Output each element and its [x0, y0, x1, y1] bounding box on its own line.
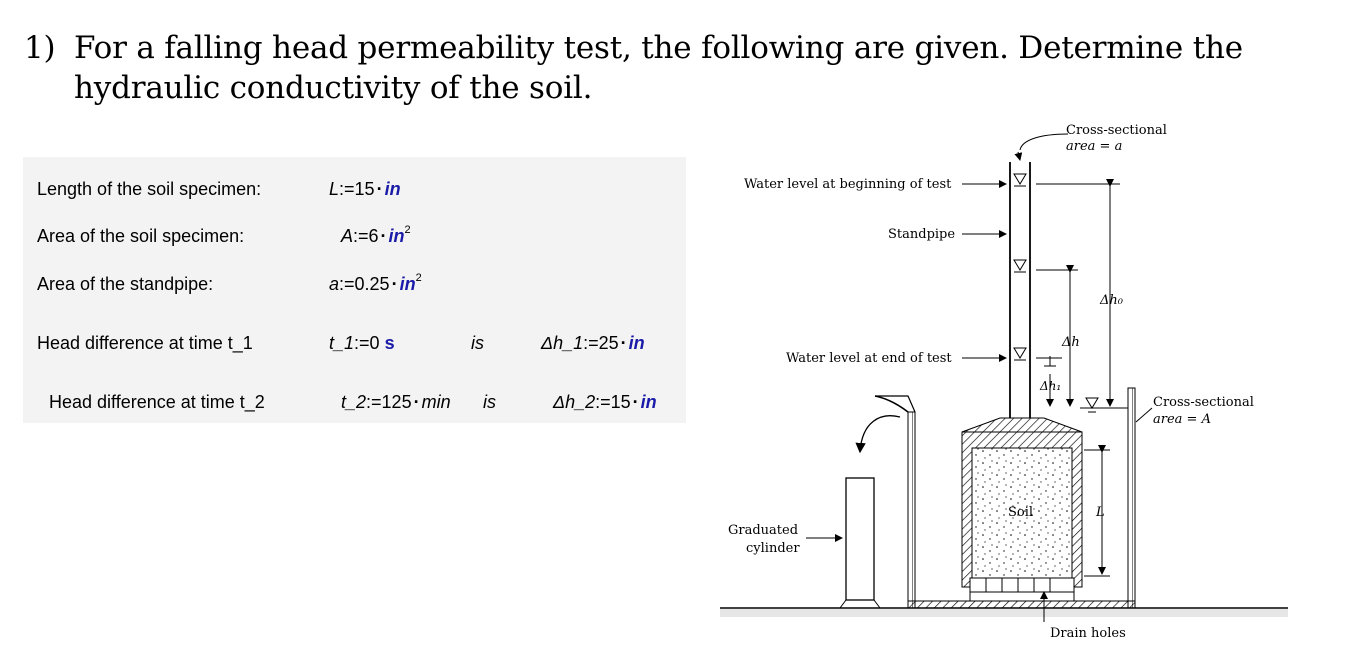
- problem-text: For a falling head permeability test, the following are given. Determine the hydraulic conductivity of the soil.: [74, 30, 1243, 106]
- variable: Δh_1: [541, 333, 584, 353]
- drain-holes-label: Drain holes: [1050, 626, 1126, 641]
- delta-h1-label: Δh₁: [1040, 379, 1062, 393]
- unit: in: [628, 333, 645, 353]
- assign-operator: :=: [366, 392, 382, 412]
- unit: in: [399, 274, 416, 294]
- value: 0.25: [354, 274, 390, 294]
- is-word: is: [483, 392, 496, 412]
- graduated-cylinder-line1: Graduated: [728, 523, 799, 538]
- value: 15: [354, 179, 375, 199]
- assign-operator: :=: [354, 333, 370, 353]
- standpipe: [1010, 134, 1068, 418]
- given-equation-head: Δh_2:=15 · in: [553, 392, 657, 412]
- exponent: 2: [404, 224, 411, 236]
- value: 6: [368, 226, 379, 246]
- unit: min: [421, 392, 451, 412]
- variable: A: [341, 226, 354, 246]
- unit: in: [388, 226, 405, 246]
- given-equation: t_2:=125 · min: [341, 392, 451, 412]
- assign-operator: :=: [353, 226, 369, 246]
- cross-section-a-line2: area = a: [1066, 139, 1123, 154]
- variable: Δh_2: [553, 392, 596, 412]
- given-equation: [329, 333, 395, 354]
- given-label: Head difference at time t_2: [49, 392, 265, 412]
- delta-h0-label: Δh₀: [1100, 293, 1123, 308]
- ground-shading: [720, 609, 1288, 617]
- cross-section-a-line1: Cross-sectional: [1066, 123, 1167, 138]
- assign-operator: :=: [339, 274, 355, 294]
- cross-section-A-line1: Cross-sectional: [1153, 395, 1254, 410]
- standpipe-levels: [1014, 174, 1026, 360]
- falling-head-diagram: [700, 112, 1300, 652]
- value: 0: [369, 333, 380, 353]
- given-label: Area of the soil specimen:: [37, 226, 245, 246]
- cross-section-A-line2: area = A: [1153, 412, 1211, 427]
- assign-operator: :=: [339, 179, 355, 199]
- given-equation: L:=15 · in: [329, 179, 401, 199]
- given-label: Head difference at time t_1: [37, 333, 253, 353]
- delta-h-label: Δh: [1062, 335, 1080, 350]
- soil-label: Soil: [1008, 505, 1034, 520]
- unit: in: [640, 392, 657, 412]
- variable: t_2: [341, 392, 367, 412]
- exponent: 2: [415, 272, 422, 284]
- variable: t_1: [329, 333, 355, 353]
- is-word: is: [471, 333, 484, 353]
- tank-water-level: [1080, 398, 1128, 412]
- given-equation: A:=6 · $in^2$: [341, 224, 411, 246]
- graduated-cylinder-line2: cylinder: [746, 541, 800, 556]
- unit: in: [384, 179, 401, 199]
- given-label: Area of the standpipe:: [37, 274, 214, 294]
- water-level-end-label: Water level at end of test: [786, 351, 952, 366]
- water-level-begin-label: Water level at beginning of test: [744, 177, 952, 192]
- value: 15: [610, 392, 631, 412]
- value: 125: [381, 392, 412, 412]
- graduated-cylinder: [840, 478, 880, 608]
- variable: a: [329, 274, 340, 294]
- given-equation-head: Δh_1:=25 · in: [541, 333, 645, 353]
- given-equation: a:=0.25 · $in^2$: [329, 272, 422, 294]
- length-L-label: L: [1096, 505, 1105, 520]
- given-label: Length of the soil specimen:: [37, 179, 262, 199]
- unit: s: [384, 333, 395, 353]
- standpipe-label: Standpipe: [888, 227, 956, 242]
- given-values-panel: [23, 157, 686, 423]
- variable: L: [329, 179, 340, 199]
- problem-number: 1): [24, 30, 56, 66]
- value: 25: [598, 333, 619, 353]
